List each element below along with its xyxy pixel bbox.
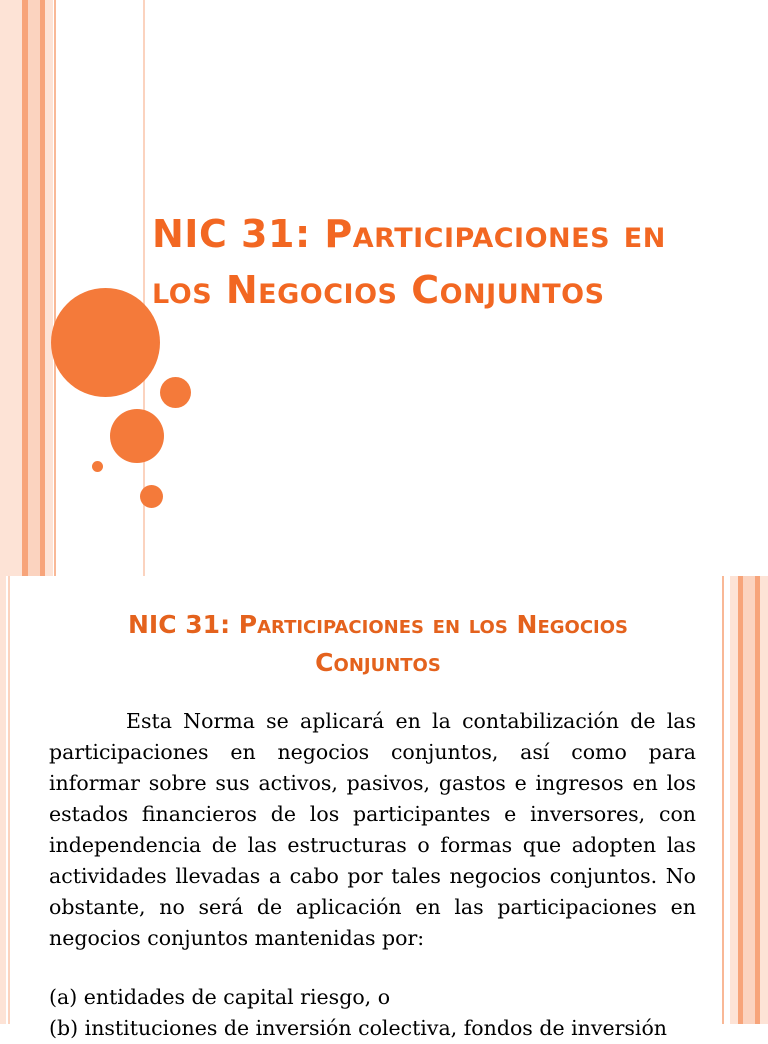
body-paragraph: Esta Norma se aplicará en la contabilización de las participaciones en negocios conjuntos, así como para informar sobre sus activos, pasivos, gastos e ingresos en los estados financieros de los participantes e inversores, con independencia de las estructuras o formas que adopten las actividades llevadas a cabo por tales negocios conjuntos. No obstante, no será de aplicación en las participaciones en negocios conjuntos mantenidas por: [49,709,696,950]
slide-heading-line: Conjuntos [315,648,441,677]
list-item: (a) entidades de capital riesgo, o [49,985,391,1009]
list-item: (b) instituciones de inversión colectiva, fondos de inversión [49,1016,668,1040]
decorative-stripe [0,0,22,576]
slide-title-line: NIC 31: Participaciones en [152,212,666,256]
decorative-stripe [722,576,724,1024]
decorative-circle [92,461,103,472]
decorative-stripe [730,576,738,1024]
slide-heading [40,606,716,682]
slide-title-line: los Negocios Conjuntos [152,268,605,312]
exception-list [49,982,709,1044]
decorative-stripe [8,576,10,1024]
decorative-circle [110,409,164,463]
slide-heading-line: NIC 31: Participaciones en los Negocios [128,610,628,639]
decorative-circle [160,377,191,408]
decorative-circle [51,288,160,397]
decorative-stripe [760,576,768,1024]
content-slide [0,576,768,1040]
decorative-circle [140,485,163,508]
slide-title [152,206,752,318]
decorative-stripe [0,576,6,1024]
decorative-stripe [54,0,56,576]
decorative-stripe [743,576,755,1024]
decorative-stripe [28,0,40,576]
decorative-stripe [45,0,53,576]
